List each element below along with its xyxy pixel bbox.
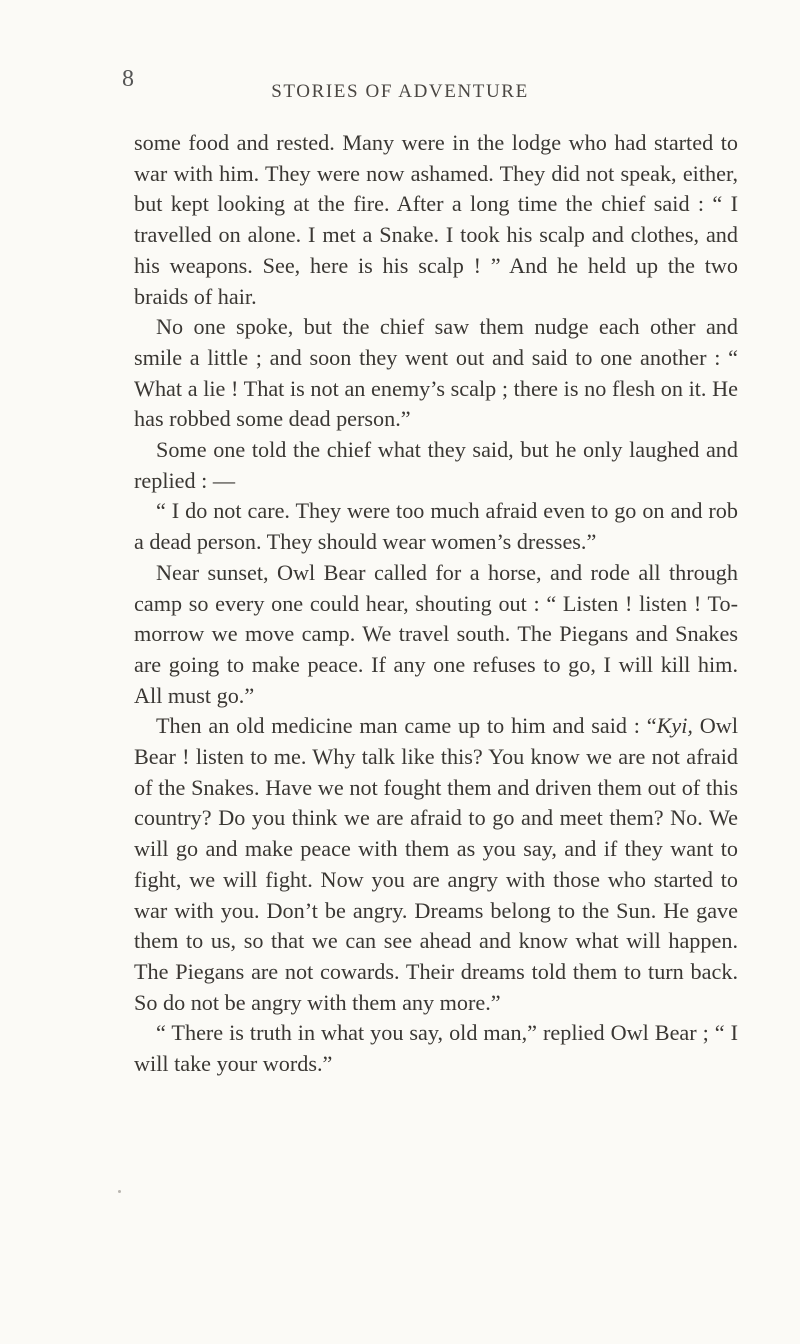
paragraph-7-lead: “ [646, 713, 657, 739]
paragraph-1: some food and rested. Many were in the lodge who had started to war with him. They were now ashamed. They did not speak, either, but kept looking at the fire. After a long time the chief said : “ I travelled on alone. I met a Snake. I took his scalp and clothes, and his weapons. See, here is his scalp ! ” And he held up the two braids of hair. [134, 130, 738, 309]
page-number: 8 [122, 66, 134, 92]
paragraph-2: No one spoke, but the chief saw them nudge each other and smile a little ; and soon they went out and said to one another : “ What a lie ! That is not an enemy’s scalp ; there is no flesh on it. He has robbed some dead person.” [134, 314, 738, 432]
body-text [134, 128, 738, 1080]
paragraph-7-text: Owl Bear ! listen to me. Why talk like this? You know we are not afraid of the Snakes. Have we not fought them and driven them out of this country? Do you think we are afraid to go and meet them? No. We will go and make peace with them as you say, and if they want to fight, we will fight. Now you are angry with those who started to war with you. Don’t be angry. Dreams belong to the Sun. He gave them to us, so that we can see ahead and know what will happen. The Piegans are not cowards. Their dreams told them to turn back. So do not be angry with them any more.” [134, 713, 738, 1015]
paragraph-6 [134, 711, 738, 1018]
paragraph-4: “ I do not care. They were too much afraid even to go on and rob a dead person. They should wear women’s dresses.” [134, 498, 738, 555]
running-head: STORIES OF ADVENTURE [271, 81, 529, 102]
paragraph-5: Near sunset, Owl Bear called for a horse, and rode all through camp so every one could hear, shouting out : “ Listen ! listen ! To-morrow we move camp. We travel south. The Piegans and Snakes are going to make peace. If any one refuses to go, I will kill him. All must go.” [134, 559, 738, 708]
paragraph-7-italic: Kyi, [656, 713, 693, 739]
print-speck [118, 1190, 121, 1193]
paragraph-8: “ There is truth in what you say, old man,” replied Owl Bear ; “ I will take your words.” [134, 1020, 738, 1077]
paragraph-3: Some one told the chief what they said, but he only laughed and replied : — [134, 437, 738, 493]
paragraph-6-text: Then an old medicine man came up to him and said : [156, 713, 640, 739]
